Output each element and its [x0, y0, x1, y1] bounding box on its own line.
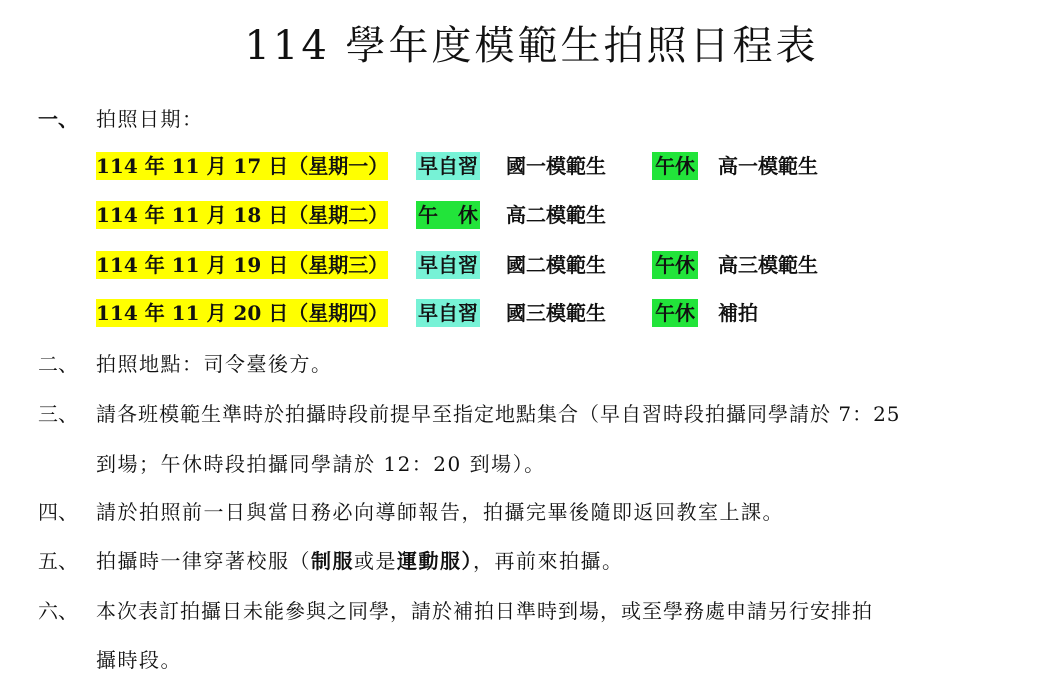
schedule-group: 高一模範生 [718, 154, 818, 178]
schedule-group: 高三模範生 [718, 253, 818, 277]
schedule-period: 早自習 [418, 253, 478, 277]
item-text: 請各班模範生準時於拍攝時段前提早至指定地點集合（早自習時段拍攝同學請於 7：25 [96, 402, 901, 426]
item-text: 本次表訂拍攝日未能參與之同學，請於補拍日準時到場，或至學務處申請另行安排拍 [96, 599, 873, 623]
schedule-period: 早自習 [418, 154, 478, 178]
item-number: 二、 [38, 352, 78, 376]
item-number: 一、 [38, 107, 78, 131]
schedule-group: 補拍 [718, 301, 758, 325]
schedule-group: 高二模範生 [506, 203, 606, 227]
item-number: 三、 [38, 402, 78, 426]
page-title: 114 學年度模範生拍照日程表 [244, 23, 819, 69]
schedule-period: 午休 [652, 152, 698, 180]
schedule-period: 午休 [652, 251, 698, 279]
schedule-date: 114 年 11 月 20 日（星期四） [96, 301, 389, 325]
item-text: 拍照日期： [96, 107, 204, 131]
item-number: 四、 [38, 500, 78, 524]
schedule-period: 早自習 [418, 301, 478, 325]
item-text: 拍照地點：司令臺後方。 [96, 352, 333, 376]
item-text [96, 545, 624, 574]
item-text-continued: 攝時段。 [96, 648, 182, 672]
schedule-group: 國三模範生 [506, 301, 606, 325]
schedule-date: 114 年 11 月 19 日（星期三） [96, 253, 389, 277]
uniform-label: 制服 [311, 549, 354, 573]
item-text: 請於拍照前一日與當日務必向導師報告，拍攝完畢後隨即返回教室上課。 [96, 500, 784, 524]
sportswear-label: 運動服） [397, 549, 473, 573]
schedule-date: 114 年 11 月 17 日（星期一） [96, 154, 389, 178]
schedule-period: 午休 [652, 299, 698, 327]
item-text-mid: 或是 [354, 549, 397, 573]
item-text-pre: 拍攝時一律穿著校服（ [96, 549, 311, 573]
schedule-group: 國一模範生 [506, 154, 606, 178]
item-text-post: ，再前來拍攝。 [473, 549, 624, 573]
schedule-group: 國二模範生 [506, 253, 606, 277]
item-text-continued: 到場；午休時段拍攝同學請於 12：20 到場）。 [96, 452, 546, 476]
schedule-period: 午 休 [418, 203, 478, 227]
schedule-date: 114 年 11 月 18 日（星期二） [96, 203, 389, 227]
item-number: 六、 [38, 599, 78, 623]
item-number: 五、 [38, 549, 78, 573]
